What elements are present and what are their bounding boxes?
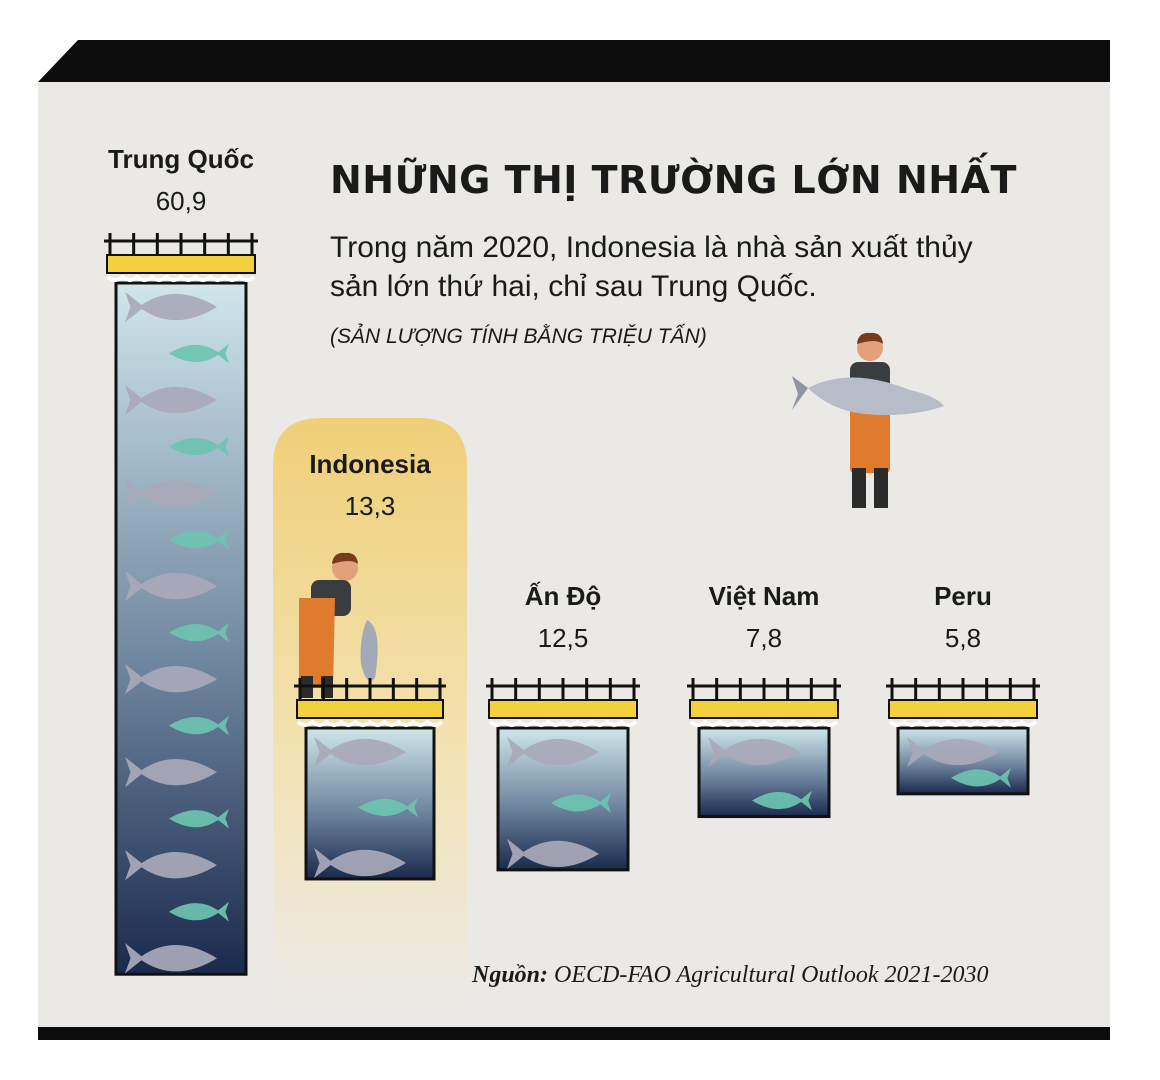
chart-subtitle: Trong năm 2020, Indonesia là nhà sản xuất thủy sản lớn thứ hai, chỉ sau Trung Quốc. [330,231,973,303]
value-label: 12,5 [537,623,589,653]
value-label: 5,8 [944,623,982,653]
source-label: Nguồn: [472,962,549,988]
category-label: Ấn Độ [524,581,602,611]
value-label: 60,9 [155,186,207,216]
category-label: Indonesia [309,449,431,479]
chart-title: NHỮNG THỊ TRƯỜNG LỚN NHẤT [330,158,1017,202]
value-label: 7,8 [745,623,783,653]
category-label: Trung Quốc [108,144,254,174]
category-label: Peru [934,581,992,611]
bottom-frame-band [38,1027,1110,1040]
unit-note: (SẢN LƯỢNG TÍNH BẰNG TRIỆU TẤN) [330,325,707,348]
source-note [472,962,988,989]
cage-bar-1 [104,233,258,974]
top-frame-band [38,40,1110,82]
category-label: Việt Nam [708,581,820,611]
value-label: 13,3 [344,491,396,521]
cage-bar-2 [294,678,446,879]
source-text: OECD-FAO Agricultural Outlook 2021-2030 [554,962,989,988]
cage-bar-3 [486,678,640,870]
